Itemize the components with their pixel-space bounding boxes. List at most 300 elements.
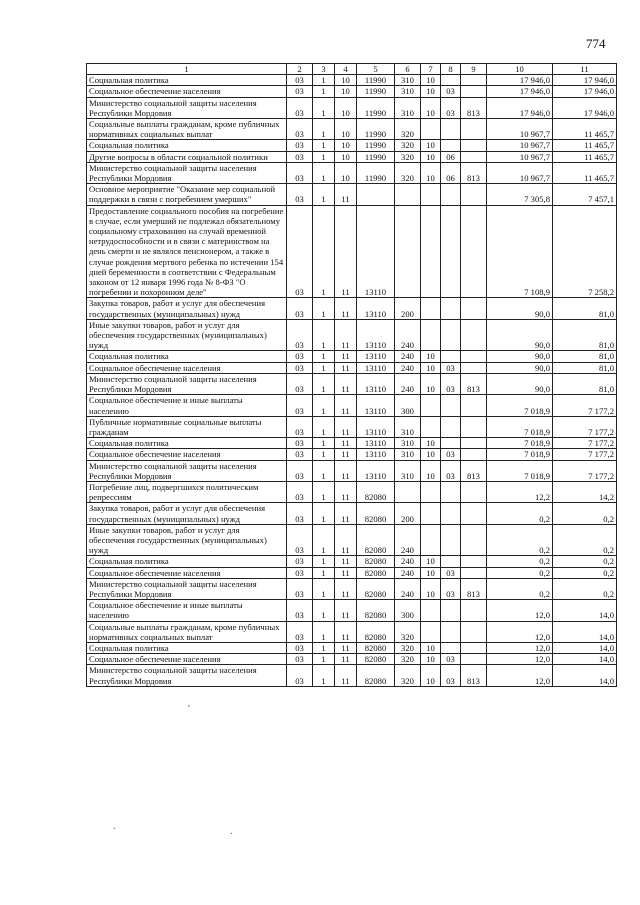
row-label: Иные закупки товаров, работ и услуг для обеспечения государственных (муниципальных) нужд bbox=[87, 524, 287, 556]
row-cell: 11 bbox=[335, 460, 357, 481]
row-label: Закупка товаров, работ и услуг для обеспечения государственных (муниципальных) нужд bbox=[87, 503, 287, 524]
row-label: Социальное обеспечение и иные выплаты населению bbox=[87, 395, 287, 416]
row-cell: 81,0 bbox=[553, 298, 617, 319]
row-cell bbox=[441, 524, 461, 556]
table-row bbox=[87, 600, 617, 621]
row-cell: 03 bbox=[287, 481, 313, 502]
scan-mark: . bbox=[113, 821, 116, 832]
row-cell bbox=[357, 184, 395, 205]
row-cell: 7 018,9 bbox=[487, 438, 553, 449]
row-cell bbox=[461, 449, 487, 460]
column-header-2: 2 bbox=[287, 64, 313, 75]
row-cell bbox=[461, 600, 487, 621]
table-row bbox=[87, 481, 617, 502]
row-cell: 11 bbox=[335, 556, 357, 567]
column-header-1: 1 bbox=[87, 64, 287, 75]
row-cell: 7 258,2 bbox=[553, 205, 617, 298]
row-cell: 03 bbox=[441, 654, 461, 665]
row-cell: 11 bbox=[335, 621, 357, 642]
row-cell: 10 bbox=[421, 151, 441, 162]
row-cell: 11 bbox=[335, 642, 357, 653]
row-cell: 1 bbox=[313, 351, 335, 362]
row-cell: 03 bbox=[287, 567, 313, 578]
row-cell: 13110 bbox=[357, 416, 395, 437]
row-label: Социальная политика bbox=[87, 438, 287, 449]
row-cell: 10 bbox=[335, 97, 357, 118]
row-label: Социальное обеспечение населения bbox=[87, 654, 287, 665]
table-row bbox=[87, 351, 617, 362]
table-row bbox=[87, 319, 617, 351]
row-cell: 1 bbox=[313, 524, 335, 556]
row-cell bbox=[441, 395, 461, 416]
scan-mark: ' bbox=[188, 704, 190, 715]
row-cell: 10 bbox=[421, 460, 441, 481]
row-cell: 1 bbox=[313, 97, 335, 118]
table-row bbox=[87, 460, 617, 481]
row-cell: 10 bbox=[335, 140, 357, 151]
row-cell: 03 bbox=[287, 556, 313, 567]
row-cell: 310 bbox=[395, 438, 421, 449]
row-cell bbox=[461, 481, 487, 502]
row-cell bbox=[461, 416, 487, 437]
row-cell: 320 bbox=[395, 162, 421, 183]
row-cell: 13110 bbox=[357, 205, 395, 298]
row-cell: 11 bbox=[335, 654, 357, 665]
table-row bbox=[87, 373, 617, 394]
row-cell: 0,2 bbox=[553, 567, 617, 578]
row-cell: 1 bbox=[313, 654, 335, 665]
row-cell: 03 bbox=[287, 503, 313, 524]
row-cell bbox=[441, 184, 461, 205]
row-cell: 03 bbox=[441, 578, 461, 599]
row-cell bbox=[441, 600, 461, 621]
row-cell: 11 bbox=[335, 298, 357, 319]
column-header-5: 5 bbox=[357, 64, 395, 75]
row-cell bbox=[461, 140, 487, 151]
row-cell: 7 018,9 bbox=[487, 449, 553, 460]
row-cell bbox=[461, 151, 487, 162]
row-cell: 11 bbox=[335, 481, 357, 502]
row-cell: 813 bbox=[461, 162, 487, 183]
row-cell bbox=[441, 556, 461, 567]
row-cell: 320 bbox=[395, 642, 421, 653]
row-label: Социальное обеспечение населения bbox=[87, 86, 287, 97]
row-cell: 0,2 bbox=[487, 567, 553, 578]
row-cell: 10 967,7 bbox=[487, 151, 553, 162]
row-cell: 1 bbox=[313, 567, 335, 578]
row-cell: 1 bbox=[313, 503, 335, 524]
row-cell: 10 bbox=[421, 578, 441, 599]
row-cell: 03 bbox=[287, 373, 313, 394]
row-cell: 1 bbox=[313, 184, 335, 205]
row-cell: 13110 bbox=[357, 351, 395, 362]
row-cell: 10 bbox=[421, 654, 441, 665]
row-cell: 0,2 bbox=[487, 556, 553, 567]
table-row bbox=[87, 449, 617, 460]
row-cell: 03 bbox=[287, 205, 313, 298]
table-row bbox=[87, 654, 617, 665]
column-header-3: 3 bbox=[313, 64, 335, 75]
row-cell: 11 bbox=[335, 205, 357, 298]
row-cell: 240 bbox=[395, 524, 421, 556]
row-cell bbox=[421, 205, 441, 298]
row-cell: 03 bbox=[287, 184, 313, 205]
row-cell: 320 bbox=[395, 665, 421, 686]
row-label: Социальное обеспечение и иные выплаты населению bbox=[87, 600, 287, 621]
row-cell: 240 bbox=[395, 319, 421, 351]
row-cell: 11990 bbox=[357, 140, 395, 151]
row-cell: 1 bbox=[313, 642, 335, 653]
row-cell: 1 bbox=[313, 395, 335, 416]
table-row bbox=[87, 151, 617, 162]
row-cell bbox=[461, 184, 487, 205]
row-cell: 1 bbox=[313, 449, 335, 460]
row-cell: 240 bbox=[395, 362, 421, 373]
row-cell: 90,0 bbox=[487, 319, 553, 351]
column-header-9: 9 bbox=[461, 64, 487, 75]
row-cell bbox=[441, 642, 461, 653]
row-label: Предоставление социального пособия на погребение в случае, если умерший не подлежал обязательному социальному страхованию на случай временной нетрудоспособности и в связи с материнством на день смерти и не являлся пенсионером, а также в случае рождения мертвого ребенка по истечении 154 дней беременности в соответствии с Федеральным законом от 12 января 1996 года № 8-ФЗ "О погребении и похоронном деле" bbox=[87, 205, 287, 298]
row-cell: 03 bbox=[287, 86, 313, 97]
table-row bbox=[87, 97, 617, 118]
row-cell: 82080 bbox=[357, 665, 395, 686]
row-cell: 11 bbox=[335, 449, 357, 460]
row-label: Социальное обеспечение населения bbox=[87, 449, 287, 460]
row-cell: 320 bbox=[395, 151, 421, 162]
row-cell: 03 bbox=[441, 449, 461, 460]
column-header-8: 8 bbox=[441, 64, 461, 75]
row-cell: 82080 bbox=[357, 642, 395, 653]
row-cell: 90,0 bbox=[487, 298, 553, 319]
row-cell bbox=[421, 119, 441, 140]
row-cell: 82080 bbox=[357, 503, 395, 524]
row-cell: 200 bbox=[395, 298, 421, 319]
row-cell: 320 bbox=[395, 621, 421, 642]
row-cell: 03 bbox=[441, 373, 461, 394]
row-cell bbox=[441, 75, 461, 86]
row-cell: 1 bbox=[313, 373, 335, 394]
column-header-11: 11 bbox=[553, 64, 617, 75]
row-cell: 200 bbox=[395, 503, 421, 524]
row-label: Иные закупки товаров, работ и услуг для обеспечения государственных (муниципальных) нужд bbox=[87, 319, 287, 351]
table-body bbox=[87, 75, 617, 687]
table-row bbox=[87, 140, 617, 151]
row-label: Погребение лиц, подвергшихся политическим репрессиям bbox=[87, 481, 287, 502]
row-cell: 14,0 bbox=[553, 654, 617, 665]
row-cell bbox=[461, 362, 487, 373]
table-row bbox=[87, 621, 617, 642]
row-cell: 10 bbox=[421, 449, 441, 460]
row-cell: 03 bbox=[441, 567, 461, 578]
row-cell: 310 bbox=[395, 97, 421, 118]
row-cell: 10 bbox=[421, 97, 441, 118]
row-cell bbox=[461, 75, 487, 86]
row-cell bbox=[461, 654, 487, 665]
row-cell: 10 bbox=[421, 665, 441, 686]
row-cell: 81,0 bbox=[553, 362, 617, 373]
row-cell: 1 bbox=[313, 438, 335, 449]
row-cell bbox=[421, 600, 441, 621]
row-cell: 03 bbox=[287, 162, 313, 183]
row-cell: 12,0 bbox=[487, 665, 553, 686]
row-cell: 7 018,9 bbox=[487, 395, 553, 416]
row-cell: 11 bbox=[335, 503, 357, 524]
row-cell bbox=[421, 416, 441, 437]
row-cell: 03 bbox=[287, 460, 313, 481]
row-cell: 813 bbox=[461, 373, 487, 394]
row-cell: 03 bbox=[441, 86, 461, 97]
table-row bbox=[87, 362, 617, 373]
row-cell: 1 bbox=[313, 621, 335, 642]
row-cell bbox=[461, 298, 487, 319]
row-cell: 10 bbox=[421, 438, 441, 449]
row-cell: 03 bbox=[441, 460, 461, 481]
row-cell: 813 bbox=[461, 460, 487, 481]
row-cell bbox=[421, 184, 441, 205]
row-cell bbox=[461, 86, 487, 97]
row-cell: 03 bbox=[287, 351, 313, 362]
row-cell: 813 bbox=[461, 578, 487, 599]
row-cell: 0,2 bbox=[553, 503, 617, 524]
row-cell: 11 bbox=[335, 600, 357, 621]
row-cell bbox=[395, 184, 421, 205]
table-row bbox=[87, 642, 617, 653]
row-cell bbox=[421, 319, 441, 351]
row-cell bbox=[441, 205, 461, 298]
row-cell bbox=[461, 503, 487, 524]
row-cell bbox=[421, 621, 441, 642]
row-cell: 10 bbox=[335, 151, 357, 162]
row-cell bbox=[441, 481, 461, 502]
row-cell: 13110 bbox=[357, 438, 395, 449]
row-cell bbox=[441, 503, 461, 524]
row-cell: 240 bbox=[395, 373, 421, 394]
row-cell: 03 bbox=[287, 665, 313, 686]
row-cell: 1 bbox=[313, 556, 335, 567]
table-row bbox=[87, 75, 617, 86]
row-cell: 1 bbox=[313, 600, 335, 621]
row-cell: 10 bbox=[335, 75, 357, 86]
row-cell bbox=[421, 395, 441, 416]
row-cell: 10 bbox=[421, 351, 441, 362]
row-cell bbox=[461, 395, 487, 416]
row-cell: 13110 bbox=[357, 449, 395, 460]
row-cell: 11 bbox=[335, 665, 357, 686]
row-cell: 14,0 bbox=[553, 621, 617, 642]
row-cell: 12,0 bbox=[487, 642, 553, 653]
row-cell: 10 bbox=[421, 373, 441, 394]
row-cell: 11990 bbox=[357, 97, 395, 118]
row-cell: 0,2 bbox=[487, 503, 553, 524]
row-cell: 90,0 bbox=[487, 351, 553, 362]
row-cell: 11 bbox=[335, 416, 357, 437]
row-cell: 82080 bbox=[357, 578, 395, 599]
row-cell: 12,2 bbox=[487, 481, 553, 502]
row-label: Публичные нормативные социальные выплаты гражданам bbox=[87, 416, 287, 437]
row-label: Социальная политика bbox=[87, 642, 287, 653]
row-cell: 7 018,9 bbox=[487, 416, 553, 437]
row-cell: 90,0 bbox=[487, 362, 553, 373]
header-row bbox=[87, 64, 617, 75]
row-label: Другие вопросы в области социальной политики bbox=[87, 151, 287, 162]
row-label: Социальные выплаты гражданам, кроме публичных нормативных социальных выплат bbox=[87, 621, 287, 642]
row-cell: 82080 bbox=[357, 481, 395, 502]
row-cell: 17 946,0 bbox=[553, 97, 617, 118]
row-cell: 82080 bbox=[357, 654, 395, 665]
row-cell: 11 465,7 bbox=[553, 140, 617, 151]
row-cell: 1 bbox=[313, 460, 335, 481]
table-row bbox=[87, 524, 617, 556]
row-cell: 14,0 bbox=[553, 642, 617, 653]
row-cell: 1 bbox=[313, 151, 335, 162]
row-cell: 03 bbox=[287, 654, 313, 665]
row-cell: 03 bbox=[287, 395, 313, 416]
row-cell bbox=[461, 438, 487, 449]
row-cell: 10 bbox=[421, 556, 441, 567]
row-cell: 7 177,2 bbox=[553, 449, 617, 460]
row-cell: 240 bbox=[395, 567, 421, 578]
row-cell bbox=[461, 556, 487, 567]
row-cell: 12,0 bbox=[487, 654, 553, 665]
row-cell: 240 bbox=[395, 351, 421, 362]
row-cell: 240 bbox=[395, 578, 421, 599]
row-cell: 10 967,7 bbox=[487, 140, 553, 151]
table-row bbox=[87, 298, 617, 319]
row-label: Министерство социальной защиты населения Республики Мордовия bbox=[87, 460, 287, 481]
column-header-7: 7 bbox=[421, 64, 441, 75]
row-label: Социальная политика bbox=[87, 351, 287, 362]
row-cell: 1 bbox=[313, 665, 335, 686]
row-cell: 7 177,2 bbox=[553, 416, 617, 437]
row-cell: 17 946,0 bbox=[553, 75, 617, 86]
table-row bbox=[87, 416, 617, 437]
row-cell: 12,0 bbox=[487, 621, 553, 642]
row-cell: 1 bbox=[313, 578, 335, 599]
row-cell: 81,0 bbox=[553, 373, 617, 394]
row-cell: 03 bbox=[287, 578, 313, 599]
row-cell: 7 177,2 bbox=[553, 395, 617, 416]
row-cell: 03 bbox=[287, 75, 313, 86]
row-cell: 320 bbox=[395, 119, 421, 140]
row-cell: 03 bbox=[287, 524, 313, 556]
row-cell: 03 bbox=[287, 621, 313, 642]
row-cell: 11990 bbox=[357, 75, 395, 86]
row-cell bbox=[461, 642, 487, 653]
row-cell: 11 bbox=[335, 373, 357, 394]
budget-table bbox=[86, 63, 617, 687]
row-cell: 03 bbox=[287, 119, 313, 140]
row-cell: 11 465,7 bbox=[553, 119, 617, 140]
row-cell: 7 108,9 bbox=[487, 205, 553, 298]
row-cell: 13110 bbox=[357, 298, 395, 319]
row-label: Социальное обеспечение населения bbox=[87, 567, 287, 578]
row-cell: 10 bbox=[335, 86, 357, 97]
row-cell bbox=[441, 351, 461, 362]
row-cell: 10 bbox=[421, 86, 441, 97]
row-cell: 10 bbox=[421, 567, 441, 578]
row-cell: 0,2 bbox=[487, 524, 553, 556]
row-cell: 03 bbox=[441, 665, 461, 686]
row-cell: 03 bbox=[287, 449, 313, 460]
row-cell: 320 bbox=[395, 140, 421, 151]
row-cell: 03 bbox=[441, 362, 461, 373]
table-row bbox=[87, 86, 617, 97]
row-cell: 03 bbox=[287, 362, 313, 373]
row-cell: 13110 bbox=[357, 395, 395, 416]
scan-mark: . bbox=[230, 826, 233, 837]
column-header-6: 6 bbox=[395, 64, 421, 75]
row-cell bbox=[441, 319, 461, 351]
row-cell: 7 177,2 bbox=[553, 460, 617, 481]
row-cell bbox=[395, 481, 421, 502]
row-cell: 03 bbox=[287, 97, 313, 118]
row-cell: 17 946,0 bbox=[487, 75, 553, 86]
row-cell bbox=[441, 298, 461, 319]
row-cell bbox=[421, 524, 441, 556]
row-cell: 10 bbox=[421, 642, 441, 653]
row-cell bbox=[421, 298, 441, 319]
row-cell: 13110 bbox=[357, 460, 395, 481]
table-row bbox=[87, 438, 617, 449]
row-cell: 0,2 bbox=[487, 578, 553, 599]
row-cell: 11 bbox=[335, 438, 357, 449]
row-cell: 310 bbox=[395, 86, 421, 97]
row-cell bbox=[421, 481, 441, 502]
row-cell: 7 018,9 bbox=[487, 460, 553, 481]
row-cell: 320 bbox=[395, 654, 421, 665]
row-label: Закупка товаров, работ и услуг для обеспечения государственных (муниципальных) нужд bbox=[87, 298, 287, 319]
row-cell: 03 bbox=[287, 600, 313, 621]
row-cell: 1 bbox=[313, 119, 335, 140]
row-cell: 11990 bbox=[357, 162, 395, 183]
row-cell: 11990 bbox=[357, 151, 395, 162]
row-cell: 10 bbox=[421, 362, 441, 373]
row-cell: 11 bbox=[335, 578, 357, 599]
row-cell: 0,2 bbox=[553, 524, 617, 556]
row-cell: 11 bbox=[335, 362, 357, 373]
row-cell: 13110 bbox=[357, 319, 395, 351]
row-cell: 10 bbox=[421, 75, 441, 86]
row-cell: 300 bbox=[395, 395, 421, 416]
row-cell: 14,0 bbox=[553, 665, 617, 686]
row-cell: 82080 bbox=[357, 556, 395, 567]
row-cell: 11990 bbox=[357, 119, 395, 140]
row-cell: 7 305,8 bbox=[487, 184, 553, 205]
row-cell: 11 bbox=[335, 351, 357, 362]
row-cell: 90,0 bbox=[487, 373, 553, 394]
row-cell: 1 bbox=[313, 162, 335, 183]
row-cell bbox=[461, 205, 487, 298]
row-cell bbox=[441, 119, 461, 140]
row-cell: 813 bbox=[461, 97, 487, 118]
row-cell bbox=[461, 351, 487, 362]
row-label: Министерство социальной защиты населения Республики Мордовия bbox=[87, 97, 287, 118]
row-cell: 03 bbox=[441, 97, 461, 118]
column-header-4: 4 bbox=[335, 64, 357, 75]
row-cell: 11 465,7 bbox=[553, 162, 617, 183]
row-cell bbox=[461, 524, 487, 556]
table-row bbox=[87, 162, 617, 183]
row-cell: 17 946,0 bbox=[487, 97, 553, 118]
row-cell: 300 bbox=[395, 600, 421, 621]
row-cell bbox=[461, 567, 487, 578]
row-label: Основное мероприятие "Оказание мер социальной поддержки в связи с погребением умерших" bbox=[87, 184, 287, 205]
row-label: Министерство социальной защиты населения Республики Мордовия bbox=[87, 578, 287, 599]
row-cell: 03 bbox=[287, 319, 313, 351]
row-cell bbox=[461, 319, 487, 351]
row-cell: 7 177,2 bbox=[553, 438, 617, 449]
row-cell: 14,2 bbox=[553, 481, 617, 502]
